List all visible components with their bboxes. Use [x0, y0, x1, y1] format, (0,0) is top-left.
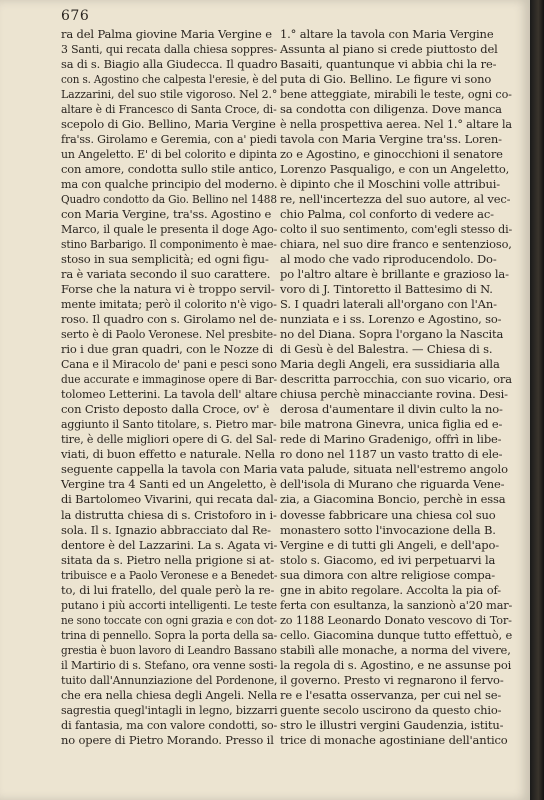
- text-line: Lazzarini, del suo stile vigoroso. Nel 2.°: [61, 87, 278, 102]
- text-line: zo e Agostino, e ginocchioni il senatore: [280, 147, 503, 162]
- text-line: un Angeletto. E' di bel colorito e dipinta: [61, 147, 277, 162]
- text-line: nunziata e i ss. Lorenzo e Agostino, so-: [280, 312, 502, 327]
- text-line: il governo. Presto vi regnarono il fervo-: [280, 672, 504, 687]
- text-line: re, nell'incertezza del suo autore, al vec-: [280, 192, 511, 207]
- text-line: 3 Santi, qui recata dalla chiesa soppres-: [61, 42, 277, 57]
- text-line: stoso in sua semplicità; ed ogni figu-: [61, 252, 269, 267]
- text-line: Assunta al piano si crede piuttosto del: [280, 42, 498, 57]
- text-line: zo 1188 Leonardo Donato vescovo di Tor-: [280, 612, 512, 627]
- text-line: bile matrona Ginevra, unica figlia ed e-: [280, 417, 503, 432]
- text-line: stro le illustri vergini Gaudenzia, istitu-: [280, 717, 504, 732]
- text-line: che era nella chiesa degli Angeli. Nella: [61, 687, 278, 702]
- text-line: sa condotta con diligenza. Dove manca: [280, 102, 502, 117]
- text-line: ro dono nel 1187 un vasto tratto di ele-: [280, 447, 503, 462]
- text-line: zia, a Giacomina Boncio, perchè in essa: [280, 492, 506, 507]
- text-line: con s. Agostino che calpesta l'eresie, è del: [61, 72, 278, 87]
- text-line: stabilì alle monache, a norma del vivere,: [280, 642, 511, 657]
- text-line: Vergine e di tutti gli Angeli, e dell'apo-: [280, 537, 500, 552]
- text-line: Cana e il Miracolo de' pani e pesci sono: [61, 357, 277, 372]
- text-line: sola. Il s. Ignazio abbracciato dal Re-: [61, 522, 271, 537]
- text-line: tire, è delle migliori opere di G. del Sal-: [61, 432, 277, 447]
- text-line: descritta parrocchia, con suo vicario, ora: [280, 372, 512, 387]
- page-number: 676: [61, 8, 90, 24]
- text-line: dentore è del Lazzarini. La s. Agata vi-: [61, 537, 278, 552]
- text-line: fra'ss. Girolamo e Geremia, con a' piedi: [61, 132, 277, 147]
- text-line: ma con qualche principio del moderno.: [61, 177, 278, 192]
- text-line: ne sono toccate con ogni grazia e con dot-: [61, 612, 277, 627]
- right-column: [280, 27, 512, 748]
- text-line: seguente cappella la tavola con Maria: [61, 462, 278, 477]
- text-line: viati, di buon effetto e naturale. Nella: [61, 447, 276, 462]
- text-line: rio i due gran quadri, con le Nozze di: [61, 342, 274, 357]
- text-line: trice di monache agostiniane dell'antico: [280, 732, 508, 747]
- text-line: voro di J. Tintoretto il Battesimo di N.: [280, 282, 493, 297]
- text-line: altare è di Francesco di Santa Croce, di-: [61, 102, 277, 117]
- text-line: sitata da s. Pietro nella prigione si at-: [61, 552, 275, 567]
- text-line: colto il suo sentimento, com'egli stesso di-: [280, 222, 513, 237]
- text-line: scepolo di Gio. Bellino, Maria Vergine: [61, 117, 276, 132]
- text-line: ra è variata secondo il suo carattere.: [61, 267, 271, 282]
- text-line: dovesse fabbricare una chiesa col suo: [280, 507, 496, 522]
- text-line: S. I quadri laterali all'organo con l'An-: [280, 297, 497, 312]
- text-line: di Bartolomeo Vivarini, qui recata dal-: [61, 492, 278, 507]
- text-line: trina di pennello. Sopra la porta della sa-: [61, 627, 278, 642]
- text-line: bene atteggiate, mirabili le teste, ogni co-: [280, 87, 512, 102]
- text-line: Quadro condotto da Gio. Bellino nel 1488: [61, 192, 277, 207]
- text-line: la distrutta chiesa di s. Cristoforo in i-: [61, 507, 277, 522]
- text-line: putano i più accorti intelligenti. Le teste: [61, 597, 277, 612]
- text-line: serto è di Paolo Veronese. Nel presbite-: [61, 327, 277, 342]
- text-line: guente secolo uscirono da questo chio-: [280, 702, 502, 717]
- text-line: derosa d'aumentare il divin culto la no-: [280, 402, 503, 417]
- text-line: grestia è buon lavoro di Leandro Bassano: [61, 642, 277, 657]
- text-line: no opere di Pietro Morando. Presso il: [61, 732, 274, 747]
- text-line: cello. Giacomina dunque tutto effettuò, e: [280, 627, 513, 642]
- text-line: Forse che la natura vi è troppo servil-: [61, 282, 275, 297]
- text-line: di fantasia, ma con valore condotti, so-: [61, 717, 278, 732]
- text-line: Vergine tra 4 Santi ed un Angeletto, è: [61, 477, 277, 492]
- text-line: to, di lui fratello, del quale però la re-: [61, 582, 275, 597]
- text-line: con Cristo deposto dalla Croce, ov' è: [61, 402, 270, 417]
- text-line: tolomeo Letterini. La tavola dell' altare: [61, 387, 278, 402]
- text-line: tribuisce e a Paolo Veronese e a Benedet-: [61, 567, 278, 582]
- text-line: due accurate e immaginose opere di Bar-: [61, 372, 277, 387]
- text-line: chiara, nel suo dire franco e sentenzioso,: [280, 237, 512, 252]
- text-line: la regola di s. Agostino, e ne assunse poi: [280, 657, 512, 672]
- text-line: di Gesù è del Balestra. — Chiesa di s.: [280, 342, 493, 357]
- text-line: gne in abito regolare. Accolta la pia of-: [280, 582, 501, 597]
- text-line: roso. Il quadro con s. Girolamo nel de-: [61, 312, 277, 327]
- text-line: il Martirio di s. Stefano, ora venne sosti-: [61, 657, 278, 672]
- text-line: sua dimora con altre religiose compa-: [280, 567, 496, 582]
- text-line: Basaiti, quantunque vi abbia chi la re-: [280, 57, 497, 72]
- text-line: Maria degli Angeli, era sussidiaria alla: [280, 357, 500, 372]
- text-line: dell'isola di Murano che riguarda Vene-: [280, 477, 505, 492]
- text-line: stolo s. Giacomo, ed ivi perpetuarvi la: [280, 552, 496, 567]
- text-line: tuito dall'Annunziazione del Pordenone,: [61, 672, 278, 687]
- text-line: Lorenzo Pasqualigo, e con un Angeletto,: [280, 162, 510, 177]
- left-column: [61, 27, 277, 748]
- text-line: chio Palma, col conforto di vedere ac-: [280, 207, 494, 222]
- text-line: re e l'esatta osservanza, per cui nel se-: [280, 687, 502, 702]
- text-line: 1.° altare la tavola con Maria Vergine: [280, 27, 494, 41]
- text-line: chiusa perchè minacciante rovina. Desi-: [280, 387, 508, 402]
- text-line: puta di Gio. Bellino. Le figure vi sono: [280, 72, 492, 87]
- text-line: è dipinto che il Moschini volle attribui-: [280, 177, 501, 192]
- text-line: sagrestia quegl'intagli in legno, bizzarri: [61, 702, 278, 717]
- text-line: aggiunto il Santo titolare, s. Pietro mar-: [61, 417, 277, 432]
- text-line: tavola con Maria Vergine tra'ss. Loren-: [280, 132, 502, 147]
- text-line: con amore, condotta sullo stile antico,: [61, 162, 277, 177]
- text-line: ferta con esultanza, la sanzionò a'20 mar-: [280, 597, 513, 612]
- text-line: monastero sotto l'invocazione della B.: [280, 522, 496, 537]
- text-line: sa di s. Biagio alla Giudecca. Il quadro: [61, 57, 278, 72]
- text-line: stino Barbarigo. Il componimento è mae-: [61, 237, 277, 252]
- text-line: con Maria Vergine, tra'ss. Agostino e: [61, 207, 272, 222]
- text-line: po l'altro altare è brillante e grazioso la-: [280, 267, 509, 282]
- text-line: no del Diana. Sopra l'organo la Nascita: [280, 327, 504, 342]
- text-line: ra del Palma giovine Maria Vergine e: [61, 27, 272, 41]
- text-line: vata palude, situata nell'estremo angolo: [280, 462, 508, 477]
- text-line: mente imitata; però il colorito n'è vigo-: [61, 297, 277, 312]
- text-line: rede di Marino Gradenigo, offrì in libe-: [280, 432, 502, 447]
- text-line: Marco, il quale le presenta il doge Ago-: [61, 222, 278, 237]
- text-line: è nella prospettiva aerea. Nel 1.° altare la: [280, 117, 512, 132]
- book-spine-edge: [530, 0, 544, 800]
- text-line: al modo che vado riproducendolo. Do-: [280, 252, 497, 267]
